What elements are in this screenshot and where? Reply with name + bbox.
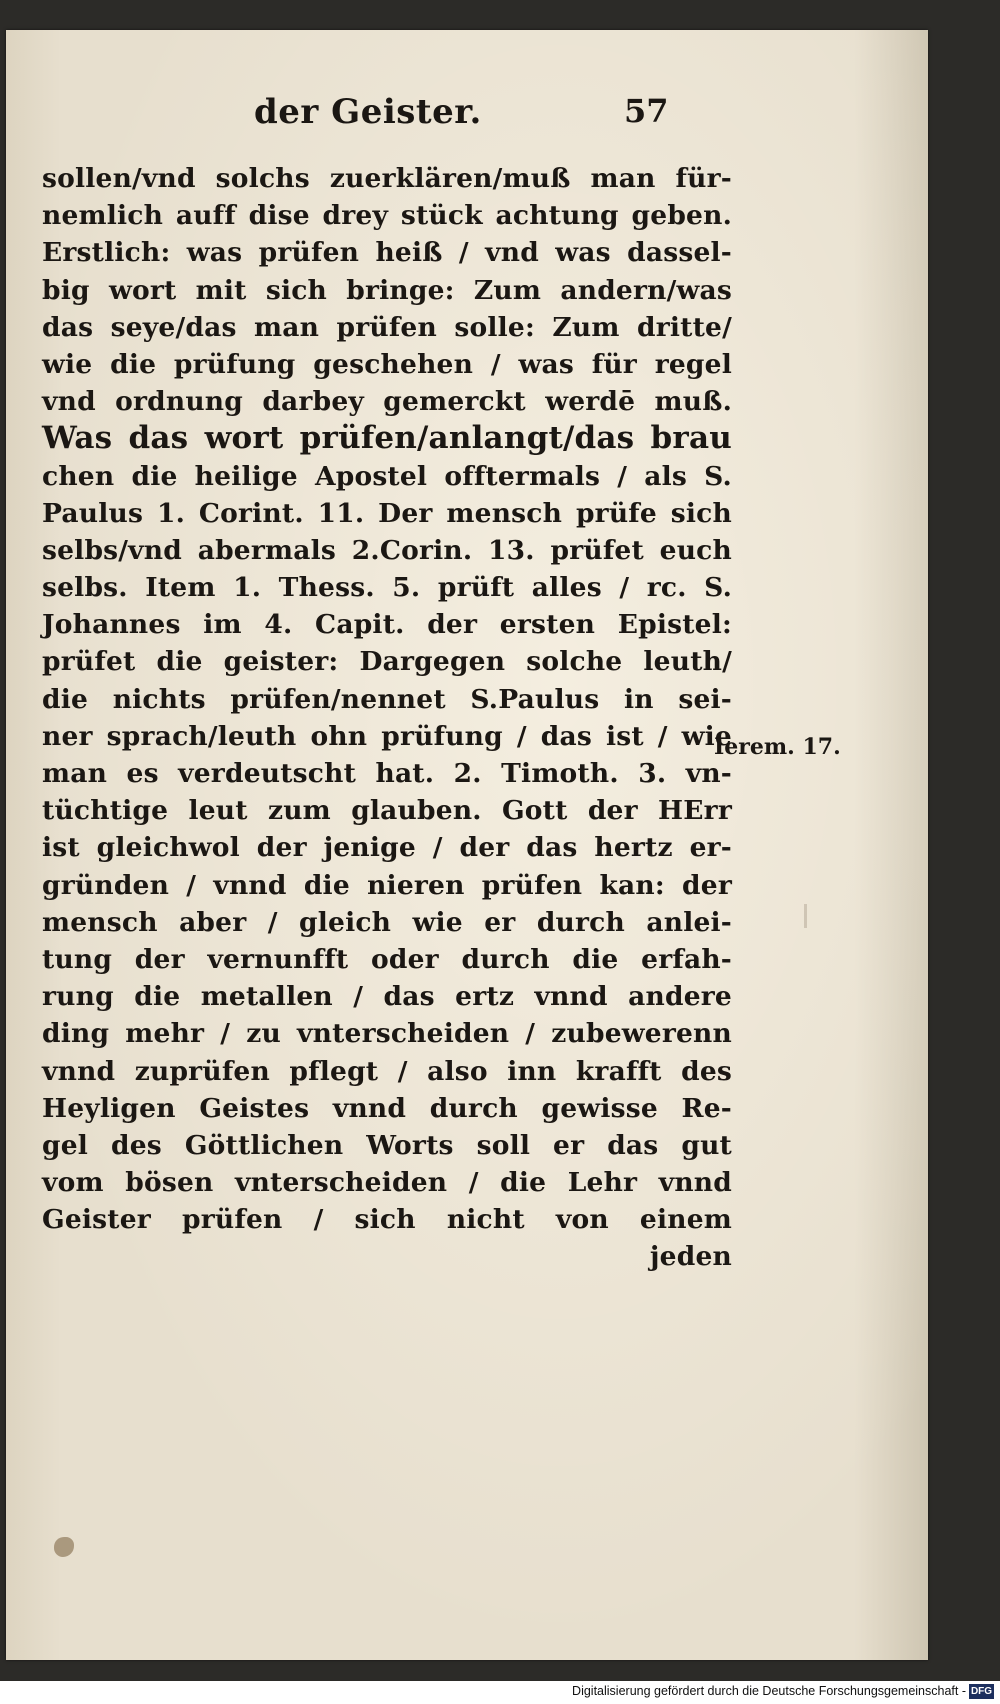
marginal-note: Ierem. 17. [714, 734, 841, 760]
text-line: prüfet die geister: Dargegen solche leuth/ [42, 646, 732, 678]
text-line: vnnd zuprüfen pflegt / also inn krafft des [42, 1055, 732, 1087]
text-line: Erstlich: was prüfen heiß / vnd was dassel- [42, 237, 732, 269]
text-line: Was das wort prüfen/anlangt/das brau [42, 420, 732, 457]
text-line: tung der vernunfft oder durch die erfah- [42, 943, 732, 975]
text-line: Paulus 1. Corint. 11. Der mensch prüfe sich [42, 497, 732, 529]
text-line: Geister prüfen / sich nicht von einem [42, 1204, 732, 1236]
text-line: ding mehr / zu vnterscheiden / zubewerenn [42, 1018, 732, 1050]
text-line: mensch aber / gleich wie er durch anlei- [42, 906, 732, 938]
text-line: wie die prüfung geschehen / was für regel [42, 348, 732, 380]
catchword: jeden [649, 1241, 732, 1273]
text-line: sollen/vnd solchs zuerklären/muß man für- [42, 163, 732, 194]
text-line: die nichts prüfen/nennet S.Paulus in sei- [42, 683, 732, 715]
page-number: 57 [624, 92, 669, 130]
text-line: gel des Göttlichen Worts soll er das gut [42, 1129, 732, 1161]
body-text [42, 160, 732, 1276]
text-line: tüchtige leut zum glauben. Gott der HErr [42, 795, 732, 827]
text-line: chen die heilige Apostel offtermals / als S. [42, 460, 732, 492]
text-line: selbs. Item 1. Thess. 5. prüft alles / rc. S. [42, 572, 732, 604]
text-line: vnd ordnung darbey gemerckt werdē muß. [42, 386, 732, 418]
text-line: nemlich auff dise drey stück achtung geben. [42, 200, 732, 232]
text-line: das seye/das man prüfen solle: Zum dritte/ [42, 311, 732, 343]
text-line: man es verdeutscht hat. 2. Timoth. 3. vn- [42, 758, 732, 789]
running-head: der Geister. [254, 92, 482, 132]
dfg-logo: DFG [970, 1686, 993, 1697]
footer-credit: Digitalisierung gefördert durch die Deutsche Forschungsgemeinschaft - [572, 1684, 966, 1698]
text-line: Johannes im 4. Capit. der ersten Epistel: [42, 609, 732, 641]
text-line: big wort mit sich bringe: Zum andern/was [42, 274, 732, 306]
text-line: Heyligen Geistes vnnd durch gewisse Re- [42, 1092, 732, 1124]
text-line: vom bösen vnterscheiden / die Lehr vnnd [42, 1167, 732, 1199]
text-line: ner sprach/leuth ohn prüfung / das ist / wie [42, 720, 732, 752]
text-line: gründen / vnnd die nieren prüfen kan: der [42, 869, 732, 901]
text-line: selbs/vnd abermals 2.Corin. 13. prüfet euch [42, 534, 732, 566]
text-line: ist gleichwol der jenige / der das hertz er- [42, 832, 732, 864]
faint-mark [804, 904, 807, 928]
text-line: rung die metallen / das ertz vnnd andere [42, 981, 732, 1013]
